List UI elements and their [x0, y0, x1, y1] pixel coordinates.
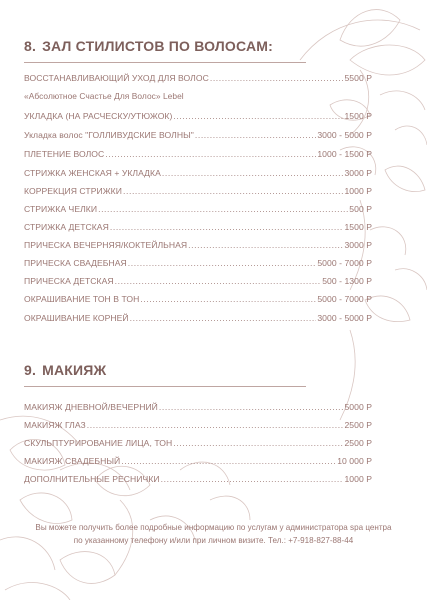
service-name: ДОПОЛНИТЕЛЬНЫЕ РЕСНИЧКИ — [24, 474, 160, 484]
service-name: ОКРАШИВАНИЕ ТОН В ТОН — [24, 294, 140, 304]
service-subtitle — [24, 91, 372, 101]
service-name: ОКРАШИВАНИЕ КОРНЕЙ — [24, 313, 129, 323]
service-price: 1000 Р — [344, 474, 372, 484]
service-row — [24, 294, 372, 304]
service-name: МАКИЯЖ СВАДЕБНЫЙ — [24, 456, 121, 466]
dot-leader — [105, 149, 316, 159]
dot-leader — [173, 438, 343, 448]
contact-note: Вы можете получить более подробные информацию по услугам у администратора spa центра по указанному телефону и/или при личном визите. Тел.: +7-918-827-88-44 — [35, 523, 392, 545]
service-price: 1000 - 1500 Р — [317, 149, 372, 159]
service-note: «Абсолютное Счастье Для Волос» Lebel — [24, 91, 184, 101]
service-row — [24, 474, 372, 484]
dot-leader — [128, 258, 317, 268]
dot-leader — [162, 168, 344, 178]
service-name: УКЛАДКА (НА РАСЧЕСКУ/УТЮЖОК) — [24, 111, 173, 121]
dot-leader — [173, 111, 343, 121]
service-price: 3000 - 5000 Р — [317, 313, 372, 323]
dot-leader — [115, 276, 322, 286]
service-row — [24, 420, 372, 430]
dot-leader — [140, 294, 316, 304]
service-row — [24, 168, 372, 178]
service-price: 5000 - 7000 Р — [317, 294, 372, 304]
service-name: СКУЛЬПТУРИРОВАНИЕ ЛИЦА, ТОН — [24, 438, 173, 448]
service-name: КОРРЕКЦИЯ СТРИЖКИ — [24, 186, 122, 196]
dot-leader — [123, 186, 343, 196]
service-price: 10 000 Р — [337, 456, 372, 466]
dot-leader — [210, 73, 344, 83]
service-name: СТРИЖКА ДЕТСКАЯ — [24, 222, 109, 232]
service-price: 3000 - 5000 Р — [317, 130, 372, 140]
service-row — [24, 456, 372, 466]
service-name: СТРИЖКА ЧЕЛКИ — [24, 204, 98, 214]
service-row — [24, 313, 372, 323]
service-name: МАКИЯЖ ДНЕВНОЙ/ВЕЧЕРНИЙ — [24, 402, 158, 412]
service-name: Укладка волос "ГОЛЛИВУДСКИЕ ВОЛНЫ" — [24, 130, 194, 140]
dot-leader — [130, 313, 317, 323]
service-price: 5000 Р — [344, 402, 372, 412]
section-title-makeup — [24, 362, 106, 378]
service-price: 2500 Р — [344, 420, 372, 430]
dot-leader — [87, 420, 344, 430]
section-heading: ЗАЛ СТИЛИСТОВ ПО ВОЛОСАМ: — [42, 38, 274, 54]
section-number: 8. — [24, 38, 37, 54]
section-divider — [24, 62, 306, 63]
service-row — [24, 73, 372, 83]
service-row — [24, 130, 372, 140]
service-row — [24, 438, 372, 448]
service-name: ПРИЧЕСКА СВАДЕБНАЯ — [24, 258, 127, 268]
service-row — [24, 402, 372, 412]
service-row — [24, 276, 372, 286]
service-name: ВОССТАНАВЛИВАЮЩИЙ УХОД ДЛЯ ВОЛОС — [24, 73, 209, 83]
dot-leader — [161, 474, 344, 484]
service-price: 3000 Р — [344, 240, 372, 250]
dot-leader — [121, 456, 336, 466]
service-row — [24, 240, 372, 250]
service-name: МАКИЯЖ ГЛАЗ — [24, 420, 86, 430]
service-price: 2500 Р — [344, 438, 372, 448]
section-divider — [24, 386, 306, 387]
section-number: 9. — [24, 362, 37, 378]
service-name: ПРИЧЕСКА ВЕЧЕРНЯЯ/КОКТЕЙЛЬНАЯ — [24, 240, 188, 250]
service-price: 5000 - 7000 Р — [317, 258, 372, 268]
service-price: 500 - 1300 Р — [322, 276, 372, 286]
service-price: 5500 Р — [344, 73, 372, 83]
section-title-hair-stylists — [24, 38, 273, 54]
dot-leader — [159, 402, 344, 412]
service-row — [24, 258, 372, 268]
service-price: 1500 Р — [344, 222, 372, 232]
service-name: СТРИЖКА ЖЕНСКАЯ + УКЛАДКА — [24, 168, 161, 178]
service-row — [24, 186, 372, 196]
service-name: ПЛЕТЕНИЕ ВОЛОС — [24, 149, 105, 159]
dot-leader — [110, 222, 344, 232]
dot-leader — [188, 240, 343, 250]
service-row — [24, 111, 372, 121]
section-heading: МАКИЯЖ — [42, 362, 107, 378]
service-row — [24, 149, 372, 159]
service-price: 1500 Р — [344, 111, 372, 121]
dot-leader — [98, 204, 348, 214]
service-price: 1000 Р — [344, 186, 372, 196]
service-row — [24, 222, 372, 232]
service-price: 500 Р — [349, 204, 372, 214]
service-row — [24, 204, 372, 214]
service-name: ПРИЧЕСКА ДЕТСКАЯ — [24, 276, 114, 286]
dot-leader — [195, 130, 317, 140]
service-price: 3000 Р — [344, 168, 372, 178]
